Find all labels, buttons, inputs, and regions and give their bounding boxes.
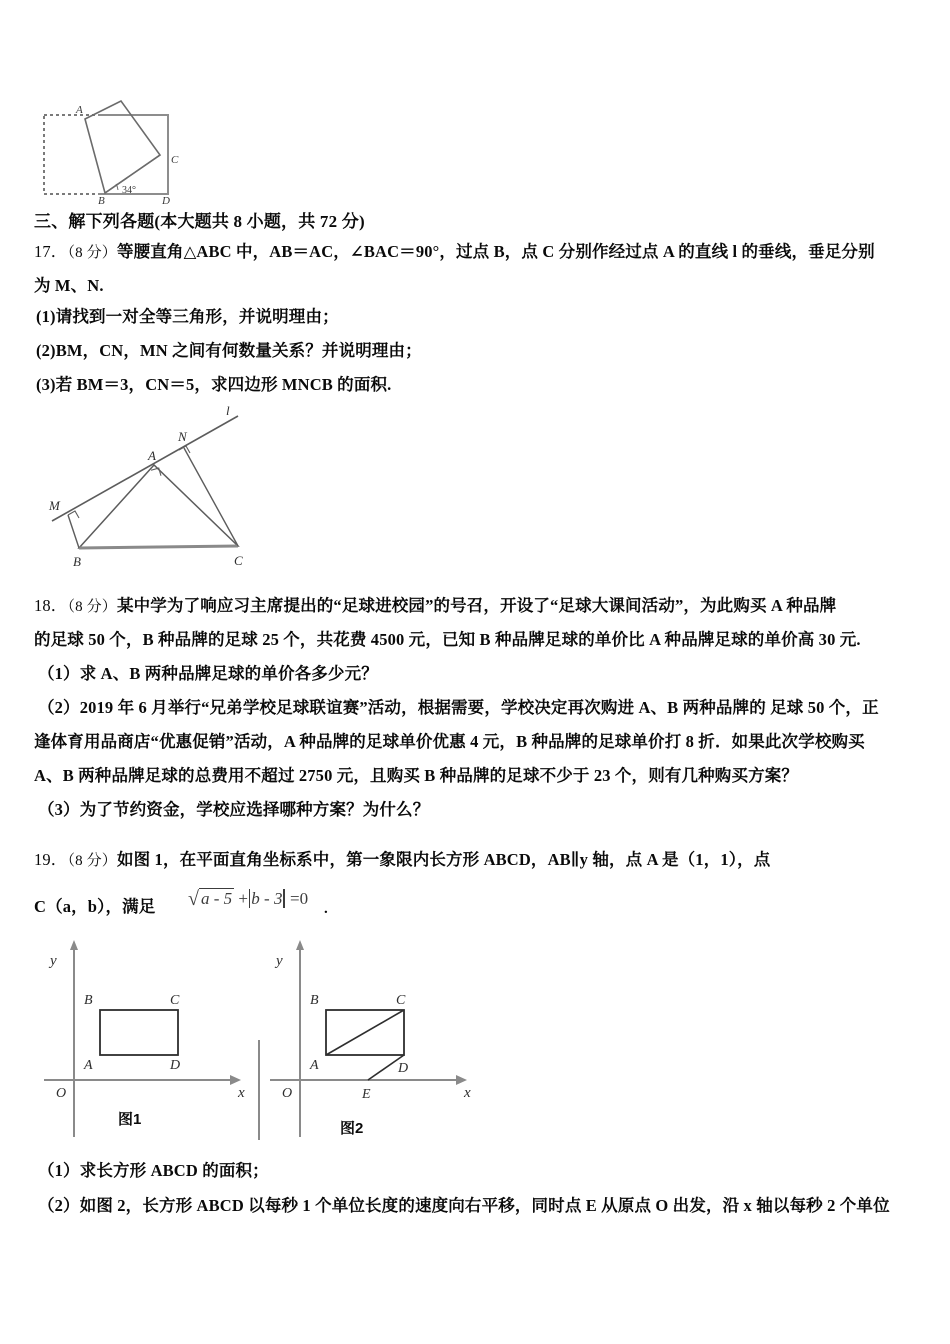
question-17-part-1: (1)请找到一对全等三角形，并说明理由； — [36, 307, 339, 326]
figure-triangle-abc — [38, 403, 268, 571]
question-17-stem-text: 等腰直角△ABC 中，AB＝AC，∠BAC＝90°，过点 B，点 C 分别作经过点 A 的直线 l 的垂线，垂足分别 — [116, 242, 875, 261]
label-origin: O — [282, 1086, 293, 1101]
question-18-part-3: （3）为了节约资金，学校应选择哪种方案？为什么？ — [38, 800, 430, 819]
label-e: E — [362, 1087, 371, 1102]
label-b: B — [73, 554, 81, 569]
question-18-part-2-line1: （2）2019 年 6 月举行“兄弟学校足球联谊赛”活动，根据需要，学校决定再次购进 A、B 两种品牌的 足球 50 个，正 — [38, 698, 879, 717]
figure-2-caption: 图2 — [340, 1120, 364, 1137]
label-b: B — [310, 993, 319, 1008]
label-n: N — [178, 429, 187, 444]
label-x-axis: x — [238, 1085, 245, 1101]
question-17-number: 17． — [34, 242, 68, 261]
dotted-rectangle — [44, 115, 168, 194]
label-d: D — [162, 195, 170, 205]
question-17-stem-line2: 为 M、N. — [34, 276, 104, 295]
label-angle-34: 34° — [122, 185, 136, 196]
label-a: A — [84, 1058, 93, 1073]
section-heading: 三、解下列各题(本大题共 8 小题，共 72 分) — [34, 212, 365, 231]
radicand-group — [199, 889, 234, 909]
label-line-l: l — [226, 403, 230, 418]
radical-symbol: √ — [188, 888, 199, 910]
rectangle-abcd — [100, 1010, 178, 1055]
question-18-stem-line2: 的足球 50 个，B 种品牌的足球 25 个，共花费 4500 元，已知 B 种品牌足球的单价比 A 种品牌足球的单价高 30 元. — [34, 630, 861, 649]
figure-divider — [258, 1040, 260, 1140]
label-d: D — [398, 1061, 409, 1076]
label-a: A — [76, 104, 83, 116]
segment-bm — [68, 515, 79, 548]
label-c: C — [396, 993, 406, 1008]
equals-zero: =0 — [290, 889, 309, 908]
question-19-stem-line2-suffix: . — [324, 901, 328, 917]
question-19-points: （8 分） — [67, 853, 117, 869]
question-18-number: 18． — [34, 596, 68, 615]
x-axis-arrow — [456, 1075, 467, 1085]
right-angle-mark-a — [151, 468, 161, 478]
figure-coord-1 — [42, 932, 277, 1144]
label-c: C — [171, 154, 179, 166]
figure-tilted-square — [38, 80, 218, 205]
question-19-stem-line2-prefix: C（a，b），满足 — [34, 897, 156, 916]
label-m: M — [49, 498, 60, 513]
question-18-stem-line1 — [34, 592, 836, 616]
question-18-part-2-line2: 逢体育用品商店“优惠促销”活动，A 种品牌的足球单价优惠 4 元，B 种品牌的足球单价打 8 折．如果此次学校购买 — [34, 732, 865, 751]
figure-coord-2 — [268, 932, 503, 1144]
label-a: A — [310, 1058, 319, 1073]
segment-bc-base — [79, 546, 238, 548]
right-angle-mark-m — [68, 511, 79, 518]
label-origin: O — [56, 1086, 67, 1101]
question-19-part-1: （1）求长方形 ABCD 的面积； — [38, 1161, 269, 1180]
label-b: B — [84, 993, 93, 1008]
question-19-part-2: （2）如图 2，长方形 ABCD 以每秒 1 个单位长度的速度向右平移，同时点 E 从原点 O 出发，沿 x 轴以每秒 2 个单位 — [38, 1196, 890, 1215]
question-18-points: （8 分） — [67, 599, 117, 615]
label-y-axis: y — [276, 953, 283, 969]
radical-overbar — [199, 888, 234, 889]
label-b: B — [98, 195, 105, 205]
label-y-axis: y — [50, 953, 57, 969]
label-a: A — [148, 448, 156, 463]
label-c: C — [170, 993, 180, 1008]
label-c: C — [234, 553, 243, 568]
question-17-stem-line1 — [34, 238, 875, 262]
x-axis-arrow — [230, 1075, 241, 1085]
question-18-stem-text: 某中学为了响应习主席提出的“足球进校园”的号召，开设了“足球大课间活动”，为此购买 A 种品牌 — [116, 596, 837, 615]
label-d: D — [170, 1058, 181, 1073]
y-axis-arrow — [70, 940, 78, 950]
question-17-part-2: (2)BM，CN，MN 之间有何数量关系？并说明理由； — [36, 341, 422, 360]
figure-1-caption: 图1 — [118, 1111, 142, 1128]
question-18-part-2-line3: A、B 两种品牌足球的总费用不超过 2750 元，且购买 B 种品牌的足球不少于 23 个，则有几种购买方案？ — [34, 766, 799, 785]
triangle-abc — [79, 465, 238, 548]
y-axis-arrow — [296, 940, 304, 950]
question-17-points: （8 分） — [67, 245, 117, 261]
segment-cn — [184, 448, 238, 546]
plus-operator: + — [238, 889, 248, 908]
segment-ac — [326, 1010, 404, 1055]
question-19-number: 19． — [34, 850, 68, 869]
question-18-part-1: （1）求 A、B 两种品牌足球的单价各多少元？ — [38, 664, 378, 683]
question-19-formula — [188, 888, 308, 911]
abs-expression: b - 3 — [251, 889, 283, 908]
solid-square — [98, 115, 168, 194]
question-19-stem-text: 如图 1，在平面直角坐标系中，第一象限内长方形 ABCD，AB∥y 轴，点 A 是（1，1），点 — [116, 850, 771, 869]
question-19-stem-line1 — [34, 846, 770, 870]
label-x-axis: x — [464, 1085, 471, 1101]
radicand-text: a - 5 — [200, 889, 233, 908]
question-17-part-3: (3)若 BM＝3，CN＝5，求四边形 MNCB 的面积. — [36, 375, 392, 394]
abs-bar-right — [283, 889, 284, 908]
line-l — [52, 416, 238, 521]
